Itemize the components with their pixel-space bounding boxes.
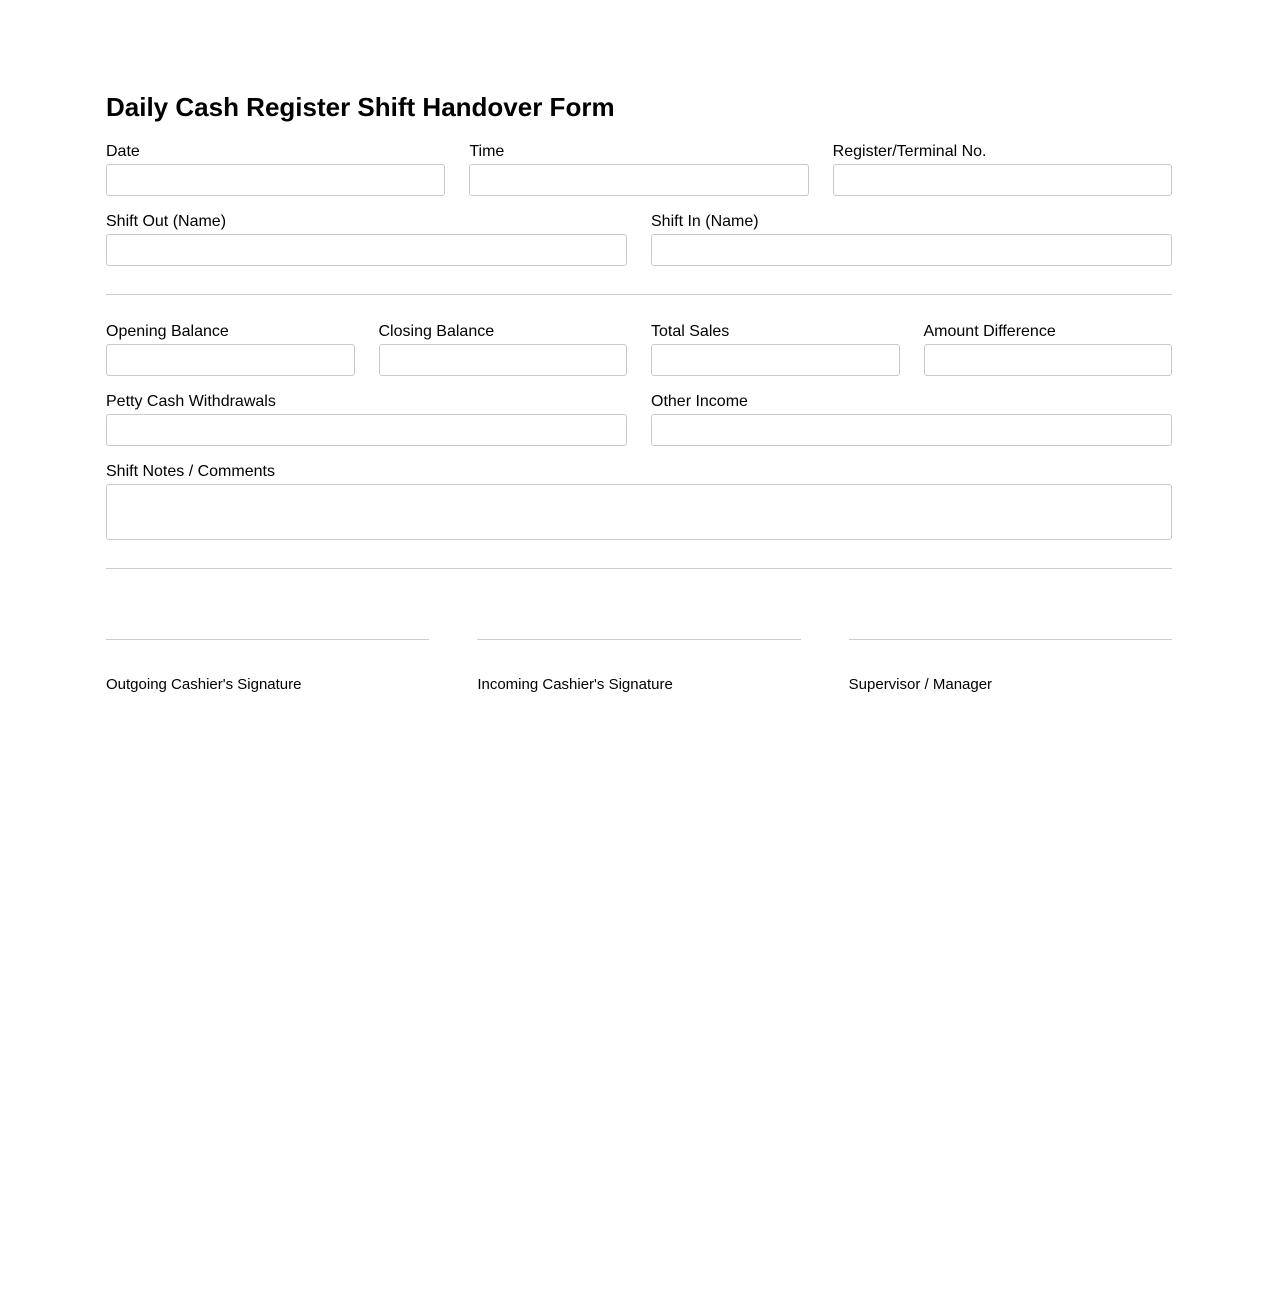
petty-cash-input[interactable] [106,414,627,446]
section-divider-bottom [106,568,1172,569]
section-divider-top [106,294,1172,295]
opening-balance-field-group [106,322,355,376]
amount-difference-input[interactable] [924,344,1173,376]
notes-field-group [106,462,1172,540]
row-petty-other [106,392,1172,446]
outgoing-signature-line[interactable] [106,639,429,640]
other-income-input[interactable] [651,414,1172,446]
supervisor-signature-line[interactable] [849,639,1172,640]
shift-out-label: Shift Out (Name) [106,213,227,230]
row-date-time-register [106,142,1172,196]
other-income-field-group [651,392,1172,446]
shift-in-label: Shift In (Name) [651,213,759,230]
date-field-group [106,142,445,196]
petty-cash-label: Petty Cash Withdrawals [106,393,276,410]
closing-balance-input[interactable] [379,344,628,376]
register-input[interactable] [833,164,1172,196]
notes-label: Shift Notes / Comments [106,463,275,480]
other-income-label: Other Income [651,393,748,410]
register-label: Register/Terminal No. [832,143,987,160]
total-sales-field-group [651,322,900,376]
time-field-group [469,142,808,196]
row-balances [106,322,1172,376]
supervisor-signature-block [849,639,1172,694]
shift-in-input[interactable] [651,234,1172,266]
signature-row [106,639,1172,694]
time-input[interactable] [469,164,808,196]
row-shift-names [106,212,1172,266]
incoming-signature-line[interactable] [477,639,800,640]
closing-balance-label: Closing Balance [378,323,495,340]
date-label: Date [106,143,140,160]
amount-difference-label: Amount Difference [923,323,1056,340]
form-title: Daily Cash Register Shift Handover Form [106,92,615,122]
petty-cash-field-group [106,392,627,446]
opening-balance-label: Opening Balance [106,323,229,340]
shift-out-field-group [106,212,627,266]
outgoing-signature-block [106,639,429,694]
closing-balance-field-group [379,322,628,376]
shift-handover-form [106,0,1172,694]
notes-textarea[interactable] [106,484,1172,540]
date-input[interactable] [106,164,445,196]
total-sales-label: Total Sales [651,323,730,340]
opening-balance-input[interactable] [106,344,355,376]
supervisor-signature-label: Supervisor / Manager [848,676,993,693]
total-sales-input[interactable] [651,344,900,376]
shift-in-field-group [651,212,1172,266]
register-field-group [833,142,1172,196]
outgoing-signature-label: Outgoing Cashier's Signature [106,676,302,693]
incoming-signature-label: Incoming Cashier's Signature [477,676,673,693]
shift-out-input[interactable] [106,234,627,266]
amount-difference-field-group [924,322,1173,376]
time-label: Time [469,143,505,160]
incoming-signature-block [477,639,800,694]
